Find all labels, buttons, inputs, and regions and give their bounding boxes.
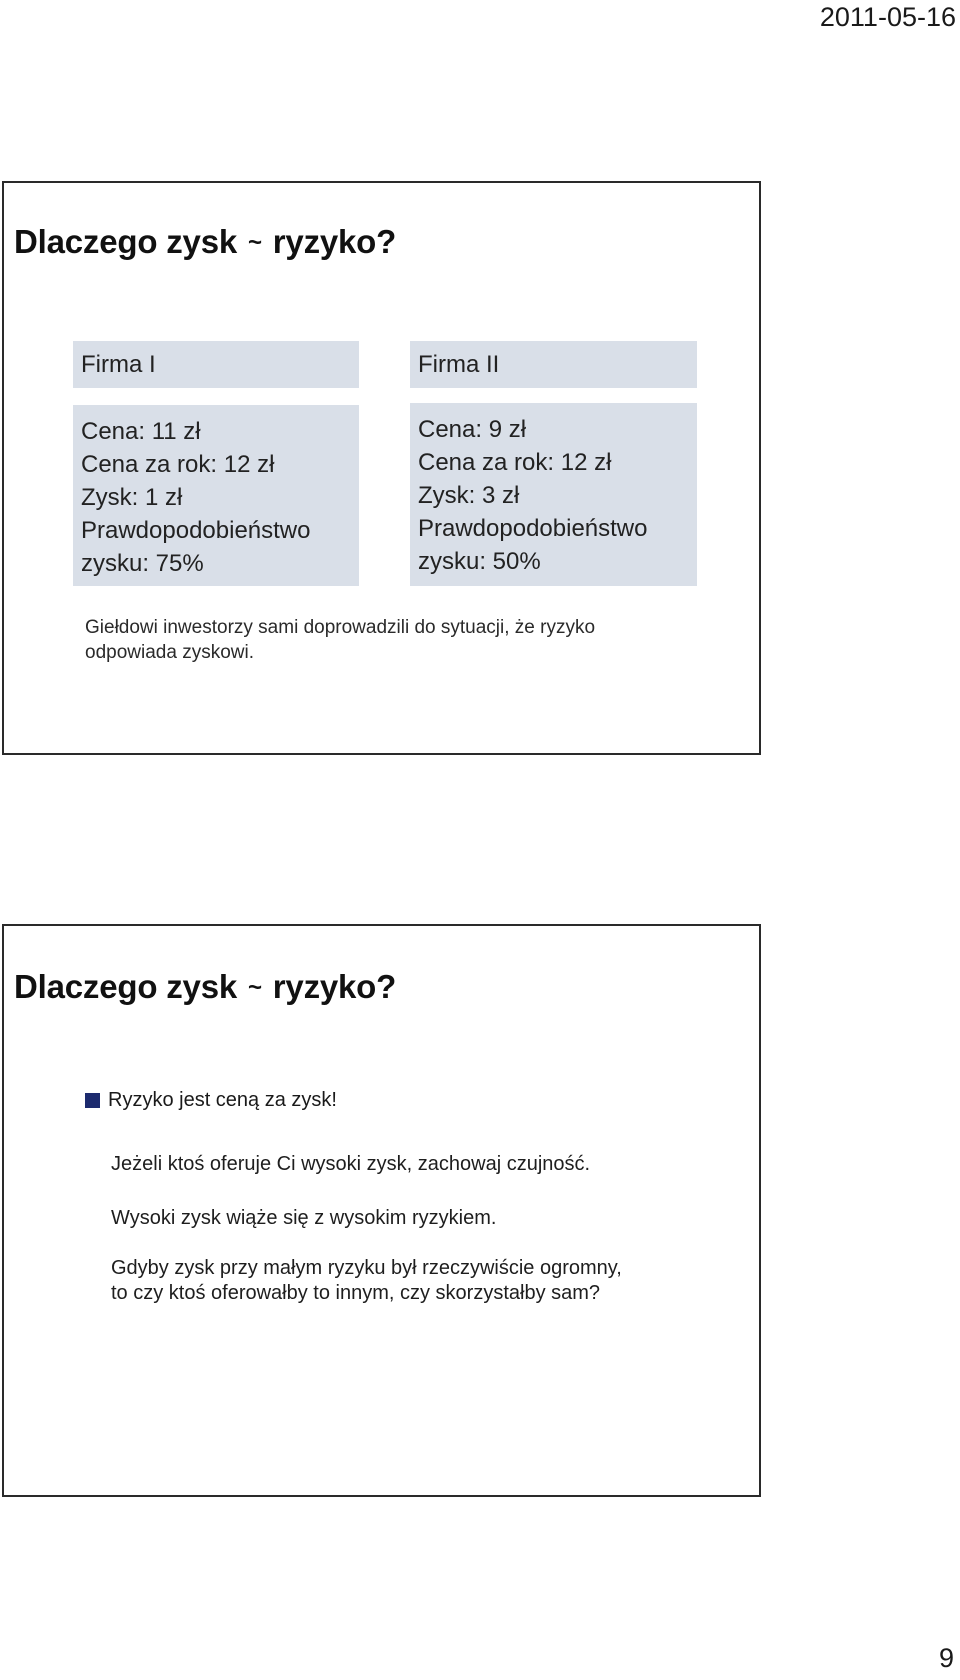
slide-1 bbox=[2, 181, 761, 755]
firm-1-details bbox=[73, 405, 359, 586]
firm-2-details bbox=[410, 403, 697, 586]
investor-note-line-1: Giełdowi inwestorzy sami doprowadzili do sytuacji, że ryzyko bbox=[85, 617, 596, 638]
paragraph-question-line-2: to czy ktoś oferowałby to innym, czy skorzystałby sam? bbox=[111, 1282, 601, 1304]
title-text-start: Dlaczego zysk bbox=[14, 223, 238, 260]
slide-title bbox=[14, 223, 396, 261]
title-text-end: ryzyko? bbox=[272, 968, 397, 1005]
title-text-start: Dlaczego zysk bbox=[14, 968, 238, 1005]
title-tilde: ~ bbox=[247, 974, 262, 1001]
investor-note bbox=[85, 615, 705, 665]
slide-title bbox=[14, 968, 396, 1006]
paragraph-vigilance: Jeżeli ktoś oferuje Ci wysoki zysk, zachowaj czujność. bbox=[111, 1153, 591, 1175]
firm-2-header: Firma II bbox=[410, 341, 697, 388]
bullet-item bbox=[85, 1089, 337, 1112]
firm-1-profit: Zysk: 1 zł bbox=[81, 484, 183, 511]
firm-1-header: Firma I bbox=[73, 341, 359, 388]
page-number: 9 bbox=[938, 1643, 954, 1673]
firm-2-probability-label: Prawdopodobieństwo bbox=[418, 515, 648, 542]
bullet-text: Ryzyko jest ceną za zysk! bbox=[108, 1089, 337, 1111]
firm-1-probability-label: Prawdopodobieństwo bbox=[81, 517, 311, 544]
paragraph-question-line-1: Gdyby zysk przy małym ryzyku był rzeczywiście ogromny, bbox=[111, 1257, 622, 1279]
paragraph-high-risk: Wysoki zysk wiąże się z wysokim ryzykiem. bbox=[111, 1207, 497, 1229]
handout-date: 2011-05-16 bbox=[819, 2, 956, 32]
firm-2-profit: Zysk: 3 zł bbox=[418, 482, 520, 509]
paragraph-question bbox=[111, 1256, 622, 1306]
slide-2 bbox=[2, 924, 761, 1497]
firm-2-price: Cena: 9 zł bbox=[418, 416, 527, 443]
firm-1-price-next-year: Cena za rok: 12 zł bbox=[81, 451, 275, 478]
firm-1-probability-value: zysku: 75% bbox=[81, 550, 204, 577]
square-bullet-icon bbox=[85, 1093, 100, 1108]
title-tilde: ~ bbox=[247, 229, 262, 256]
firm-2-price-next-year: Cena za rok: 12 zł bbox=[418, 449, 612, 476]
title-text-end: ryzyko? bbox=[272, 223, 397, 260]
firm-1-price: Cena: 11 zł bbox=[81, 418, 201, 445]
investor-note-line-2: odpowiada zyskowi. bbox=[85, 642, 254, 663]
firm-2-probability-value: zysku: 50% bbox=[418, 548, 541, 575]
